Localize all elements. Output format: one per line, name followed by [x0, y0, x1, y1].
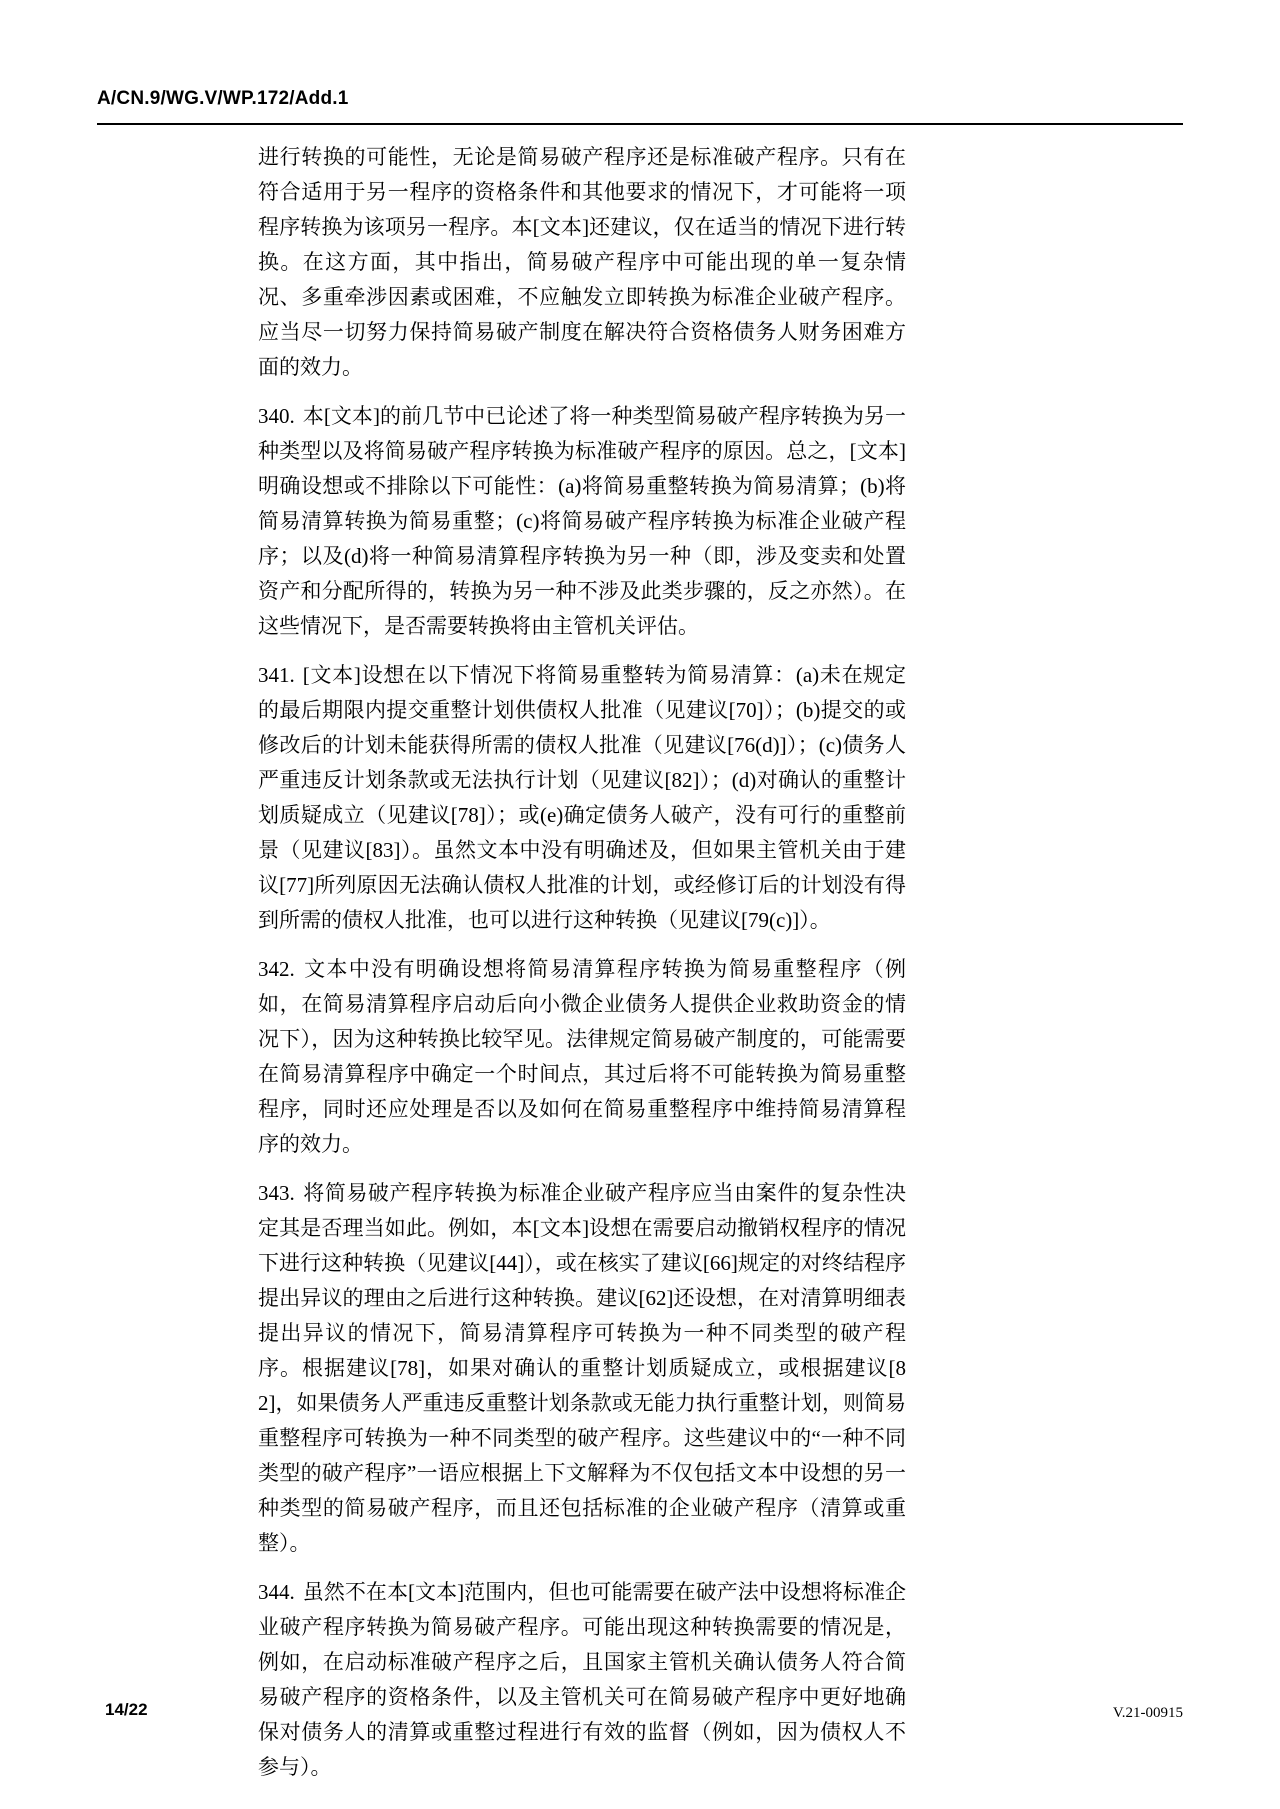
body-paragraph	[258, 952, 906, 1162]
paragraph-text: 文本中没有明确设想将简易清算程序转换为简易重整程序（例如，在简易清算程序启动后向小微企业债务人提供企业救助资金的情况下），因为这种转换比较罕见。法律规定简易破产制度的，可能需要在简易清算程序中确定一个时间点，其过后将不可能转换为简易重整程序，同时还应处理是否以及如何在简易重整程序中维持简易清算程序的效力。	[258, 957, 906, 1156]
paragraph-text: [文本]设想在以下情况下将简易重整转为简易清算：(a)未在规定的最后期限内提交重整计划供债权人批准（见建议[70]）；(b)提交的或修改后的计划未能获得所需的债权人批准（见建议[76(d)]）；(c)债务人严重违反计划条款或无法执行计划（见建议[82]）；(d)对确认的重整计划质疑成立（见建议[78]）；或(e)确定债务人破产，没有可行的重整前景（见建议[83]）。虽然文本中没有明确述及，但如果主管机关由于建议[77]所列原因无法确认债权人批准的计划，或经修订后的计划没有得到所需的债权人批准，也可以进行这种转换（见建议[79(c)]）。	[258, 663, 906, 932]
body-paragraph	[258, 1176, 906, 1561]
paragraph-number: 340.	[258, 404, 295, 428]
paragraph-number: 342.	[258, 957, 295, 981]
paragraph-text: 将简易破产程序转换为标准企业破产程序应当由案件的复杂性决定其是否理当如此。例如，本[文本]设想在需要启动撤销权程序的情况下进行这种转换（见建议[44]），或在核实了建议[66]规定的对终结程序提出异议的理由之后进行这种转换。建议[62]还设想，在对清算明细表提出异议的情况下，简易清算程序可转换为一种不同类型的破产程序。根据建议[78]，如果对确认的重整计划质疑成立，或根据建议[82]，如果债务人严重违反重整计划条款或无能力执行重整计划，则简易重整程序可转换为一种不同类型的破产程序。这些建议中的“一种不同类型的破产程序”一语应根据上下文解释为不仅包括文本中设想的另一种类型的简易破产程序，而且还包括标准的企业破产程序（清算或重整）。	[258, 1181, 906, 1555]
header-rule	[97, 123, 1183, 125]
body-paragraph	[258, 140, 906, 385]
document-symbol: A/CN.9/WG.V/WP.172/Add.1	[97, 88, 349, 109]
document-body	[258, 140, 906, 1799]
footer-page-number: 14/22	[105, 1700, 148, 1719]
paragraph-text: 虽然不在本[文本]范围内，但也可能需要在破产法中设想将标准企业破产程序转换为简易破产程序。可能出现这种转换需要的情况是，例如，在启动标准破产程序之后，且国家主管机关确认债务人符合简易破产程序的资格条件，以及主管机关可在简易破产程序中更好地确保对债务人的清算或重整过程进行有效的监督（例如，因为债权人不参与）。	[258, 1580, 906, 1779]
paragraph-number: 343.	[258, 1181, 295, 1205]
body-paragraph	[258, 1575, 906, 1785]
paragraph-number: 341.	[258, 663, 295, 687]
paragraph-text: 本[文本]的前几节中已论述了将一种类型简易破产程序转换为另一种类型以及将简易破产程序转换为标准破产程序的原因。总之，[文本]明确设想或不排除以下可能性：(a)将简易重整转换为简易清算；(b)将简易清算转换为简易重整；(c)将简易破产程序转换为标准企业破产程序；以及(d)将一种简易清算程序转换为另一种（即，涉及变卖和处置资产和分配所得的，转换为另一种不涉及此类步骤的，反之亦然）。在这些情况下，是否需要转换将由主管机关评估。	[258, 404, 906, 638]
body-paragraph	[258, 658, 906, 938]
paragraph-number: 344.	[258, 1580, 295, 1604]
footer-document-code: V.21-00915	[1112, 1705, 1183, 1721]
body-paragraph	[258, 399, 906, 644]
paragraph-text: 进行转换的可能性，无论是简易破产程序还是标准破产程序。只有在符合适用于另一程序的资格条件和其他要求的情况下，才可能将一项程序转换为该项另一程序。本[文本]还建议，仅在适当的情况下进行转换。在这方面，其中指出，简易破产程序中可能出现的单一复杂情况、多重牵涉因素或困难，不应触发立即转换为标准企业破产程序。应当尽一切努力保持简易破产制度在解决符合资格债务人财务困难方面的效力。	[258, 145, 906, 379]
